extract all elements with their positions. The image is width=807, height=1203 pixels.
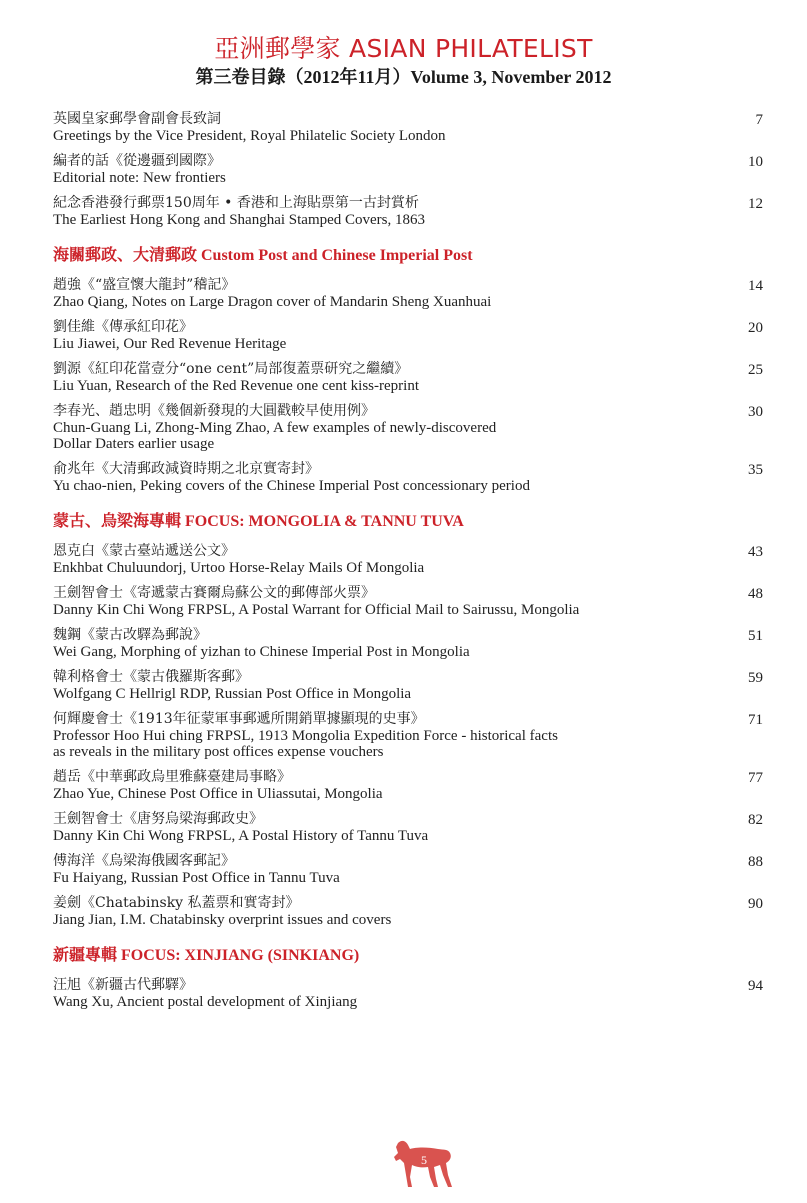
entry-english-title: Liu Yuan, Research of the Red Revenue one cent kiss-reprint: [53, 378, 419, 394]
toc-entry: [53, 626, 763, 660]
section-title: 蒙古、烏梁海專輯 FOCUS: MONGOLIA & TANNU TUVA: [53, 513, 464, 530]
entry-english-title: Jiang Jian, I.M. Chatabinsky overprint issues and covers: [53, 912, 392, 928]
entry-chinese-title: 劉源《紅印花當壹分“one cent”局部復蓋票研究之繼續》: [53, 361, 409, 377]
entry-page-number: 51: [748, 628, 763, 644]
toc-section: [53, 512, 763, 928]
entry-chinese-title: 俞兆年《大清郵政減資時期之北京實寄封》: [53, 461, 319, 477]
entry-page-number: 30: [748, 404, 763, 420]
volume-subtitle: 第三卷目錄（2012年11月）Volume 3, November 2012: [195, 67, 612, 87]
entry-english-title: Wolfgang C Hellrigl RDP, Russian Post Office in Mongolia: [53, 686, 412, 702]
entry-page-number: 48: [748, 586, 763, 602]
entry-english-title: Enkhbat Chuluundorj, Urtoo Horse-Relay Mails Of Mongolia: [53, 560, 425, 576]
entry-chinese-title: 趙岳《中華郵政烏里雅蘇臺建局事略》: [53, 769, 291, 785]
entry-chinese-title: 魏鋼《蒙古改驛為郵說》: [53, 627, 207, 643]
toc-entry: [53, 276, 763, 310]
toc-entry: [53, 710, 763, 760]
section-title: 海關郵政、大清郵政 Custom Post and Chinese Imperial Post: [53, 247, 473, 264]
toc-entry: [53, 460, 763, 494]
entry-page-number: 43: [748, 544, 763, 560]
entry-page-number: 25: [748, 362, 763, 378]
entry-page-number: 71: [748, 712, 763, 728]
entry-english-title: Danny Kin Chi Wong FRPSL, A Postal Warrant for Official Mail to Sairussu, Mongolia: [53, 602, 580, 618]
entry-chinese-title: 趙強《“盛宣懷大龍封”稽記》: [53, 277, 236, 293]
toc-section: [53, 110, 763, 228]
entry-chinese-title: 紀念香港發行郵票150周年 • 香港和上海貼票第一古封賞析: [53, 195, 419, 211]
entry-page-number: 12: [748, 196, 763, 212]
entry-page-number: 10: [748, 154, 763, 170]
entry-page-number: 7: [755, 112, 763, 128]
entry-chinese-title: 何輝慶會士《1913年征蒙軍事郵遞所開銷單據顯現的史事》: [53, 711, 425, 727]
toc-entry: [53, 668, 763, 702]
entry-english-title: Greetings by the Vice President, Royal Philatelic Society London: [53, 128, 446, 144]
page-header: [0, 34, 807, 88]
entry-chinese-title: 李春光、趙忠明《幾個新發現的大圓戳較早使用例》: [53, 403, 375, 419]
entry-chinese-title: 編者的話《從邊疆到國際》: [53, 153, 221, 169]
toc-entry: [53, 768, 763, 802]
entry-page-number: 59: [748, 670, 763, 686]
entry-chinese-title: 王劍智會士《唐努烏梁海郵政史》: [53, 811, 263, 827]
entry-chinese-title: 汪旭《新疆古代郵驛》: [53, 977, 193, 993]
entry-english-title: Danny Kin Chi Wong FRPSL, A Postal History of Tannu Tuva: [53, 828, 429, 844]
toc-entry: [53, 402, 763, 452]
entry-chinese-title: 劉佳維《傳承紅印花》: [53, 319, 193, 335]
entry-page-number: 82: [748, 812, 763, 828]
entry-english-title: Editorial note: New frontiers: [53, 170, 226, 186]
entry-page-number: 14: [748, 278, 763, 294]
page-number: 5: [421, 1153, 427, 1167]
toc-entry: [53, 318, 763, 352]
toc-entry: [53, 110, 763, 144]
entry-chinese-title: 恩克白《蒙古臺站遞送公文》: [53, 543, 235, 559]
entry-english-title: Chun-Guang Li, Zhong-Ming Zhao, A few examples of newly-discovered Dollar Daters earlier usage: [53, 420, 497, 452]
entry-chinese-title: 姜劍《Chatabinsky 私蓋票和實寄封》: [53, 895, 300, 911]
entry-english-title: Zhao Qiang, Notes on Large Dragon cover of Mandarin Sheng Xuanhuai: [53, 294, 492, 310]
entry-english-title: Liu Jiawei, Our Red Revenue Heritage: [53, 336, 287, 352]
entry-page-number: 20: [748, 320, 763, 336]
toc-entry: [53, 852, 763, 886]
entry-chinese-title: 韓利格會士《蒙古俄羅斯客郵》: [53, 669, 249, 685]
table-of-contents: [53, 110, 763, 1028]
entry-english-title: The Earliest Hong Kong and Shanghai Stamped Covers, 1863: [53, 212, 426, 228]
entry-chinese-title: 英國皇家郵學會副會長致詞: [53, 111, 221, 127]
footer-logo: [388, 1135, 460, 1191]
toc-section: [53, 946, 763, 1010]
toc-section: [53, 246, 763, 494]
entry-page-number: 88: [748, 854, 763, 870]
magazine-title: 亞洲郵學家 ASIAN PHILATELIST: [214, 34, 593, 63]
toc-entry: [53, 360, 763, 394]
toc-entry: [53, 152, 763, 186]
toc-entry: [53, 584, 763, 618]
toc-entry: [53, 976, 763, 1010]
entry-page-number: 94: [748, 978, 763, 994]
entry-english-title: Professor Hoo Hui ching FRPSL, 1913 Mongolia Expedition Force - historical facts as reveals in the military post offices expense vouchers: [53, 728, 558, 760]
entry-page-number: 77: [748, 770, 763, 786]
entry-english-title: Zhao Yue, Chinese Post Office in Uliassutai, Mongolia: [53, 786, 383, 802]
section-title: 新疆專輯 FOCUS: XINJIANG (SINKIANG): [53, 947, 360, 964]
entry-english-title: Fu Haiyang, Russian Post Office in Tannu Tuva: [53, 870, 340, 886]
entry-page-number: 35: [748, 462, 763, 478]
entry-english-title: Yu chao-nien, Peking covers of the Chinese Imperial Post concessionary period: [53, 478, 530, 494]
entry-chinese-title: 王劍智會士《寄遞蒙古賽爾烏蘇公文的郵傳部火票》: [53, 585, 375, 601]
entry-page-number: 90: [748, 896, 763, 912]
toc-entry: [53, 542, 763, 576]
toc-entry: [53, 194, 763, 228]
entry-english-title: Wang Xu, Ancient postal development of Xinjiang: [53, 994, 358, 1010]
toc-entry: [53, 810, 763, 844]
entry-chinese-title: 傅海洋《烏梁海俄國客郵記》: [53, 853, 235, 869]
toc-entry: [53, 894, 763, 928]
entry-english-title: Wei Gang, Morphing of yizhan to Chinese Imperial Post in Mongolia: [53, 644, 470, 660]
